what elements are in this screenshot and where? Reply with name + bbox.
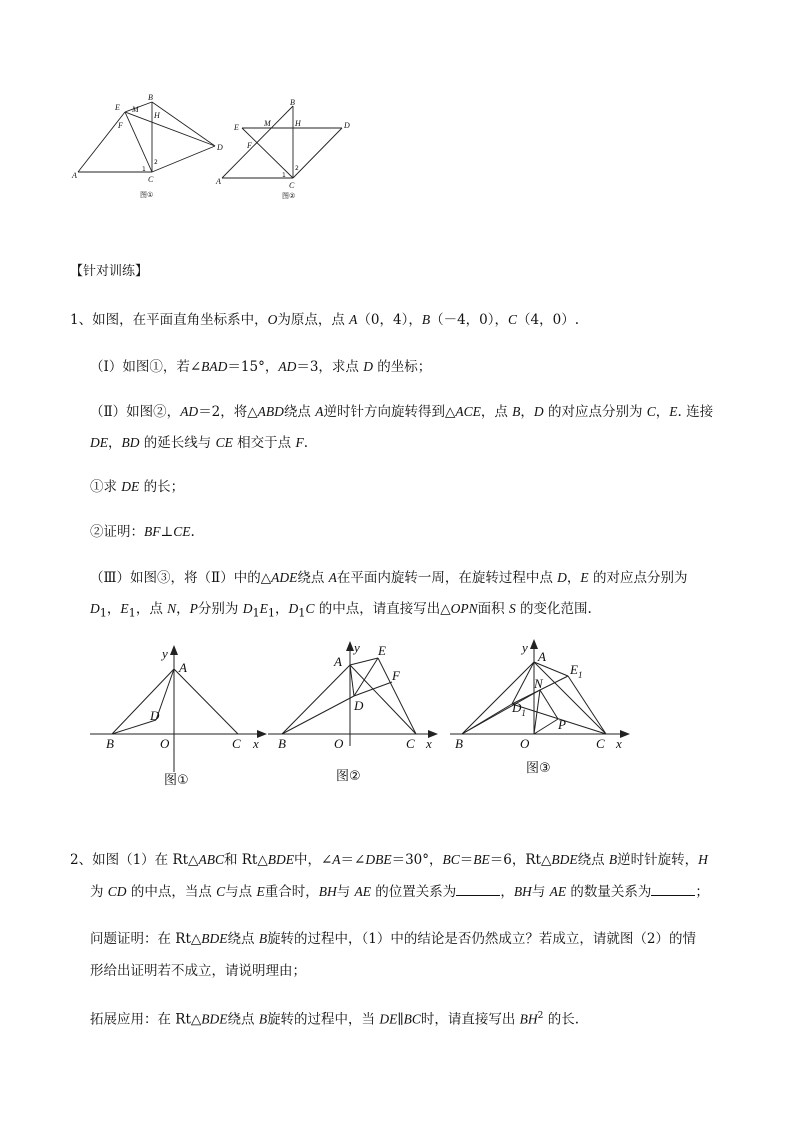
- q1-fig2-label-y: y: [354, 640, 360, 655]
- top-figure-1: [60, 90, 230, 200]
- q1-fig3-label-y: y: [522, 640, 528, 655]
- q1-fig3-label-D1: $D_1$: [512, 700, 526, 718]
- top-fig1-label-H: H: [154, 111, 160, 120]
- q2-line3: 问题证明：在 Rt△BDE绕点 B旋转的过程中，（1）中的结论是否仍然成立？若成立，请就图（2）的情: [90, 931, 696, 947]
- q1-part3-line1: （Ⅲ）如图③，将（Ⅱ）中的△ADE绕点 A在平面内旋转一周，在旋转过程中点 D，E 的对应点分别为: [90, 570, 688, 586]
- top-figure-2: [210, 96, 360, 206]
- q1-fig3-caption: 图③: [526, 761, 551, 776]
- q1-fig2-label-O: O: [334, 736, 344, 751]
- q1-fig3-label-A: A: [538, 649, 546, 664]
- q1-figure-3: [450, 636, 635, 781]
- q1-fig3-label-N: N: [534, 676, 543, 691]
- top-fig1-label-F: F: [118, 121, 123, 130]
- q1-part2-line2: DE，BD 的延长线与 CE 相交于点 F.: [90, 435, 308, 451]
- top-fig2-label-F: F: [247, 141, 252, 150]
- q1-fig1-y-arrow: [170, 645, 178, 655]
- top-fig2-label-M: M: [264, 119, 271, 128]
- top-fig2-label-D: D: [344, 121, 350, 130]
- q1-stem: 1、如图，在平面直角坐标系中，O为原点，点 A（0，4），B（－4，0），C（4，0）.: [70, 312, 580, 328]
- q1-fig1-label-A: A: [179, 660, 187, 675]
- q1-fig2-label-D: D: [354, 698, 364, 713]
- answer-blank-2[interactable]: [651, 883, 695, 896]
- q1-fig1-label-B: B: [106, 736, 114, 751]
- q2-line4: 形给出证明若不成立，请说明理由；: [90, 963, 306, 979]
- section-title: 【针对训练】: [70, 264, 149, 279]
- top-fig2-angle-1: 1: [282, 172, 286, 179]
- top-fig1-label-B: B: [148, 93, 153, 102]
- q1-fig2-label-x: x: [426, 736, 432, 751]
- top-fig1-angle-2: 2: [154, 159, 158, 166]
- top-fig2-label-A: A: [216, 177, 221, 186]
- q1-fig3-label-C: C: [596, 736, 605, 751]
- q1-figure-1-svg: [90, 642, 270, 792]
- top-fig2-label-B: B: [290, 98, 295, 107]
- q2-line2: 为 CD 的中点，当点 C与点 E重合时，BH与 AE 的位置关系为 ，BH与 AE 的数量关系为 ；: [90, 884, 709, 900]
- top-fig2-label-C: C: [289, 181, 295, 190]
- q1-fig1-label-x: x: [253, 736, 259, 751]
- top-fig1-label-E: E: [115, 103, 120, 112]
- top-fig1-label-A: A: [72, 171, 77, 180]
- q1-fig3-y-arrow: [530, 639, 538, 649]
- q1-figure-1: [90, 642, 270, 792]
- top-fig2-label-H: H: [295, 119, 301, 128]
- q2-line1: 2、如图（1）在 Rt△ABC和 Rt△BDE中，∠A＝∠DBE＝30°，BC＝BE＝6，Rt△BDE绕点 B逆时针旋转，H: [70, 852, 708, 868]
- q1-fig1-caption: 图①: [164, 773, 189, 788]
- q1-fig2-label-C: C: [406, 736, 415, 751]
- q1-fig2-label-B: B: [278, 736, 286, 751]
- q1-fig2-label-A: A: [334, 654, 342, 669]
- top-fig1-caption: 图①: [140, 191, 154, 199]
- top-fig2-angle-2: 2: [295, 165, 299, 172]
- q1-fig1-label-C: C: [232, 736, 241, 751]
- answer-blank-1[interactable]: [456, 883, 500, 896]
- q1-figure-3-svg: [450, 636, 635, 781]
- top-fig1-angle-1: 1: [142, 166, 146, 173]
- q1-fig3-label-B: B: [455, 736, 463, 751]
- top-figure-1-svg: [60, 90, 230, 200]
- q1-fig1-label-y: y: [162, 646, 168, 661]
- top-fig1-label-M: M: [132, 105, 139, 114]
- q1-fig2-y-arrow: [346, 641, 354, 651]
- q1-fig3-label-x: x: [616, 736, 622, 751]
- top-figure-2-svg: [210, 96, 360, 206]
- q1-fig1-label-D: D: [150, 708, 160, 723]
- q1-fig2-caption: 图②: [336, 769, 361, 784]
- q1-part1: （Ⅰ）如图①，若∠BAD＝15°，AD＝3，求点 D 的坐标；: [90, 359, 432, 375]
- q1-part2-line1: （Ⅱ）如图②，AD＝2，将△ABD绕点 A逆时针方向旋转得到△ACE，点 B，D 的对应点分别为 C，E. 连接: [90, 404, 714, 420]
- q1-part2-sub1: ①求 DE 的长；: [90, 479, 185, 495]
- q1-fig2-label-E: E: [378, 643, 386, 658]
- q1-fig3-label-O: O: [520, 736, 530, 751]
- top-fig2-caption: 图②: [282, 192, 296, 200]
- q1-part3-line2: $D_1$，$E_1$，点 N，P分别为 $D_1E_1$，$D_1C$ 的中点，请直接写出△OPN面积 S 的变化范围.: [90, 601, 592, 620]
- top-fig2-label-E: E: [234, 123, 239, 132]
- q1-figure-2-svg: [268, 638, 443, 788]
- q2-line5: 拓展应用：在 Rt△BDE绕点 B旋转的过程中，当 DE∥BC时，请直接写出 $BH^2$ 的长.: [90, 1011, 579, 1028]
- q1-figure-2: [268, 638, 443, 788]
- q1-part2-sub2: ②证明：BF⊥CE.: [90, 524, 195, 540]
- q1-fig1-label-O: O: [160, 736, 170, 751]
- top-fig1-label-C: C: [148, 175, 154, 184]
- top-fig1-label-D: D: [217, 143, 223, 152]
- q1-fig3-label-E1: $E_1$: [570, 662, 583, 680]
- q1-fig2-label-F: F: [392, 668, 400, 683]
- q1-fig3-label-P: P: [558, 717, 566, 732]
